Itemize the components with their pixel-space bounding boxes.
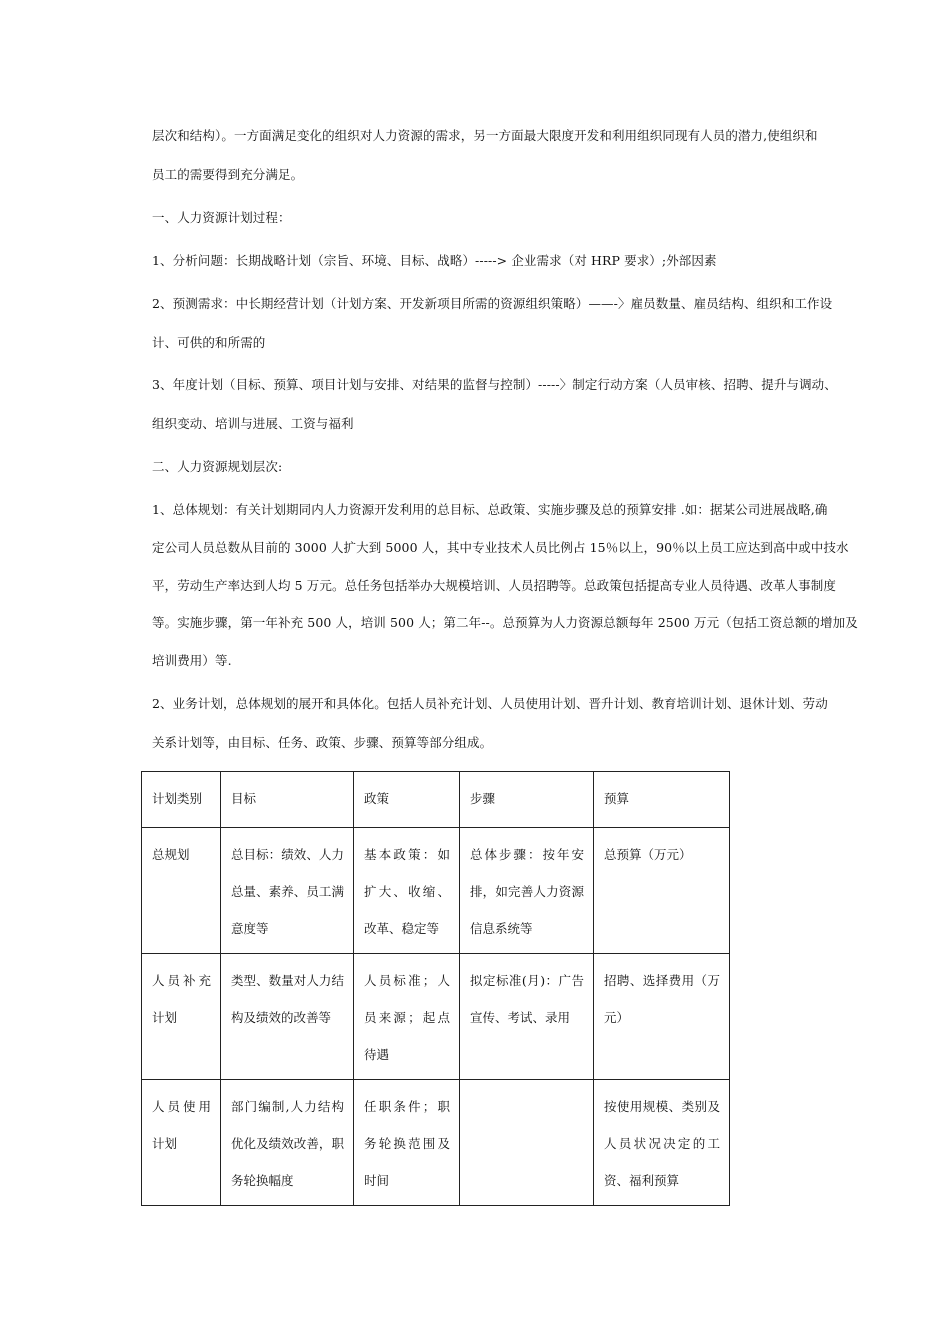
table-cell: 按使用规模、类别及人员状况决定的工资、福利预算	[594, 1080, 730, 1206]
paragraph-line: 员工的需要得到充分满足。	[152, 167, 304, 182]
table-cell: 招聘、选择费用（万元）	[594, 954, 730, 1080]
paragraph-line: 等。实施步骤，第一年补充 500 人，培训 500 人；第二年--。总预算为人力资源总额每年 2500 万元（包括工资总额的增加及	[152, 615, 858, 630]
paragraph-line: 计、可供的和所需的	[152, 335, 266, 350]
table-cell: 拟定标准(月)：广告宣传、考试、录用	[460, 954, 594, 1080]
table-cell	[460, 1080, 594, 1206]
table-cell: 人员补充计划	[142, 954, 221, 1080]
table-header-cell: 计划类别	[142, 772, 221, 828]
table-row	[142, 828, 730, 954]
section-heading: 一、人力资源计划过程：	[152, 210, 291, 225]
table-cell: 总预算（万元）	[594, 828, 730, 954]
table-header-cell: 预算	[594, 772, 730, 828]
paragraph-line: 2、预测需求：中长期经营计划（计划方案、开发新项目所需的资源组织策略）——-〉雇员数量、雇员结构、组织和工作设	[152, 296, 833, 311]
table-cell: 总目标：绩效、人力总量、素养、员工满意度等	[221, 828, 354, 954]
table-cell: 人员使用计划	[142, 1080, 221, 1206]
table-cell: 总规划	[142, 828, 221, 954]
table-cell: 总体步骤：按年安排，如完善人力资源信息系统等	[460, 828, 594, 954]
paragraph-line: 层次和结构）。一方面满足变化的组织对人力资源的需求，另一方面最大限度开发和利用组织同现有人员的潜力,使组织和	[152, 128, 818, 143]
table-header-cell: 步骤	[460, 772, 594, 828]
paragraph-line: 1、总体规划：有关计划期同内人力资源开发利用的总目标、总政策、实施步骤及总的预算安排 .如：据某公司进展战略,确	[152, 502, 828, 517]
table-header-cell: 目标	[221, 772, 354, 828]
paragraph-line: 2、业务计划，总体规划的展开和具体化。包括人员补充计划、人员使用计划、晋升计划、教育培训计划、退休计划、劳动	[152, 696, 828, 711]
paragraph-line: 关系计划等，由目标、任务、政策、步骤、预算等部分组成。	[152, 735, 493, 750]
table-row	[142, 954, 730, 1080]
table-cell: 基本政策：如扩大、收缩、改革、稳定等	[354, 828, 460, 954]
paragraph-line: 3、年度计划（目标、预算、项目计划与安排、对结果的监督与控制）-----〉制定行动方案（人员审核、招聘、提升与调动、	[152, 377, 837, 392]
table-header-cell: 政策	[354, 772, 460, 828]
paragraph-line: 组织变动、培训与进展、工资与福利	[152, 416, 354, 431]
table-cell: 任职条件；职务轮换范围及时间	[354, 1080, 460, 1206]
table-cell: 人员标准；人员来源；起点待遇	[354, 954, 460, 1080]
section-heading: 二、人力资源规划层次:	[152, 459, 283, 474]
plan-table	[141, 771, 730, 1206]
paragraph-line: 1、分析问题：长期战略计划（宗旨、环境、目标、战略）-----> 企业需求（对 HRP 要求）;外部因素	[152, 253, 717, 268]
paragraph-line: 平，劳动生产率达到人均 5 万元。总任务包括举办大规模培训、人员招聘等。总政策包括提高专业人员待遇、改革人事制度	[152, 578, 837, 593]
paragraph-line: 培训费用）等.	[152, 653, 232, 668]
table-cell: 部门编制,人力结构优化及绩效改善，职务轮换幅度	[221, 1080, 354, 1206]
table-cell: 类型、数量对人力结构及绩效的改善等	[221, 954, 354, 1080]
table-header-row	[142, 772, 730, 828]
paragraph-line: 定公司人员总数从目前的 3000 人扩大到 5000 人，其中专业技术人员比例占 15％以上，90％以上员工应达到高中或中技水	[152, 540, 849, 555]
table-row	[142, 1080, 730, 1206]
